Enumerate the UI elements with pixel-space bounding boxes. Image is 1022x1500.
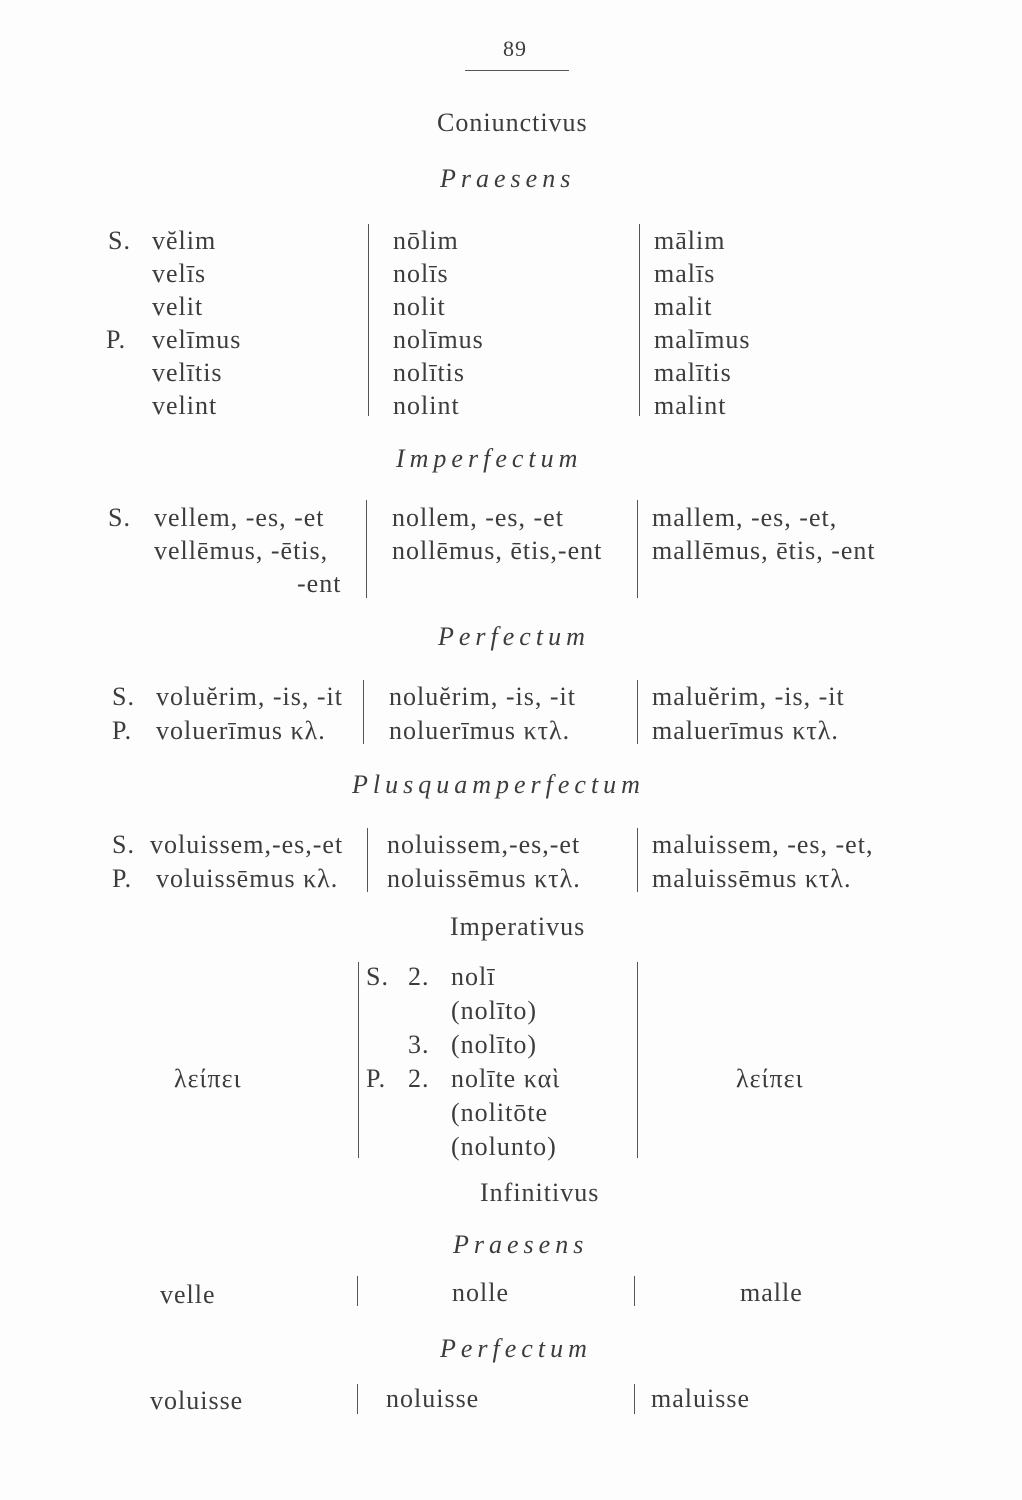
imperativus-form-4: nolīte καὶ [451,1064,561,1093]
nolle-imperfectum-1: nollem, -es, -et [392,503,564,532]
column-divider [363,680,364,744]
page-number: 89 [503,36,527,61]
malle-praesens-4: malīmus [654,325,751,354]
velle-perfectum-1: voluĕrim, -is, -it [156,682,343,711]
nolle-imperfectum-2: nollēmus, ētis,-ent [392,536,603,565]
imperativus-num-3: 3. [408,1030,430,1059]
velle-praesens-6: velint [152,391,218,420]
column-divider [367,828,368,892]
velle-plusquamperfectum-1: voluissem,-es,-et [150,830,344,859]
velle-imperativus-missing: λείπει [174,1064,242,1093]
column-divider [637,680,638,744]
malle-plusquamperfectum-1: maluissem, -es, -et, [652,830,874,859]
marker-plural: P. [112,716,133,745]
malle-praesens-2: malīs [654,259,716,288]
marker-singular: S. [112,830,135,859]
imperativus-form-6: (nolunto) [451,1132,557,1161]
imperativus-form-1: nolī [451,962,496,991]
nolle-perfectum-1: noluĕrim, -is, -it [389,682,576,711]
nolle-inf-perfectum: noluisse [386,1384,480,1413]
nolle-praesens-1: nōlim [393,226,459,255]
nolle-perfectum-2: noluerīmus κτλ. [389,716,571,745]
nolle-praesens-6: nolint [393,391,460,420]
imperativus-form-5: (nolitōte [451,1098,549,1127]
velle-inf-praesens: velle [160,1280,216,1309]
nolle-praesens-5: nolītis [393,358,466,387]
nolle-inf-praesens: nolle [452,1278,509,1307]
velle-imperfectum-2: vellēmus, -ētis, [154,536,329,565]
imperativus-num-1: 2. [408,962,430,991]
nolle-praesens-3: nolit [393,292,446,321]
malle-praesens-1: mālim [654,226,726,255]
velle-praesens-4: velīmus [152,325,242,354]
heading-inf-praesens: Praesens [453,1230,589,1259]
nolle-plusquamperfectum-1: noluissem,-es,-et [387,830,581,859]
column-divider [637,828,638,892]
velle-imperfectum-1: vellem, -es, -et [154,503,325,532]
heading-plusquamperfectum: Plusquamperfectum [352,770,645,799]
marker-singular: S. [108,226,131,255]
malle-inf-perfectum: maluisse [651,1384,750,1413]
malle-imperfectum-2: mallēmus, ētis, -ent [652,536,876,565]
heading-imperativus: Imperativus [450,912,586,941]
heading-inf-perfectum: Perfectum [440,1334,592,1363]
header-rule [465,70,569,71]
imperativus-num-4: 2. [408,1064,430,1093]
malle-imperfectum-1: mallem, -es, -et, [652,503,838,532]
column-divider [368,224,369,416]
heading-praesens: Praesens [440,164,576,193]
heading-coniunctivus: Coniunctivus [437,108,588,137]
imperativus-mark-1: S. [366,962,389,991]
column-divider [357,1276,358,1306]
velle-praesens-2: velīs [152,259,207,288]
velle-inf-perfectum: voluisse [150,1386,244,1415]
malle-perfectum-1: maluĕrim, -is, -it [652,682,845,711]
marker-plural: P. [112,864,133,893]
column-divider [366,500,367,598]
malle-perfectum-2: maluerīmus κτλ. [652,716,839,745]
column-divider [357,1384,358,1414]
malle-imperativus-missing: λείπει [736,1064,804,1093]
imperativus-form-2: (nolīto) [451,996,537,1025]
malle-praesens-5: malītis [654,358,732,387]
nolle-plusquamperfectum-2: noluissēmus κτλ. [387,864,581,893]
marker-singular: S. [112,682,135,711]
heading-infinitivus: Infinitivus [480,1178,600,1207]
velle-perfectum-2: voluerīmus κλ. [156,716,326,745]
velle-praesens-5: velītis [152,358,223,387]
nolle-praesens-2: nolīs [393,259,449,288]
column-divider [637,962,638,1158]
velle-praesens-1: vĕlim [152,226,217,255]
heading-perfectum: Perfectum [438,622,590,651]
velle-plusquamperfectum-2: voluissēmus κλ. [156,864,339,893]
velle-praesens-3: velit [152,292,204,321]
imperativus-form-3: (nolīto) [451,1030,537,1059]
column-divider [634,1276,635,1306]
nolle-praesens-4: nolīmus [393,325,484,354]
column-divider [637,500,638,598]
marker-plural: P. [106,325,127,354]
marker-singular: S. [108,503,131,532]
column-divider [639,224,640,416]
heading-imperfectum: Imperfectum [396,444,583,473]
imperativus-mark-4: P. [366,1064,387,1093]
column-divider [634,1384,635,1414]
column-divider [358,962,359,1158]
malle-plusquamperfectum-2: maluissēmus κτλ. [652,864,852,893]
malle-praesens-6: malint [654,391,727,420]
velle-imperfectum-3: -ent [297,569,342,598]
malle-inf-praesens: malle [740,1278,803,1307]
malle-praesens-3: malit [654,292,713,321]
